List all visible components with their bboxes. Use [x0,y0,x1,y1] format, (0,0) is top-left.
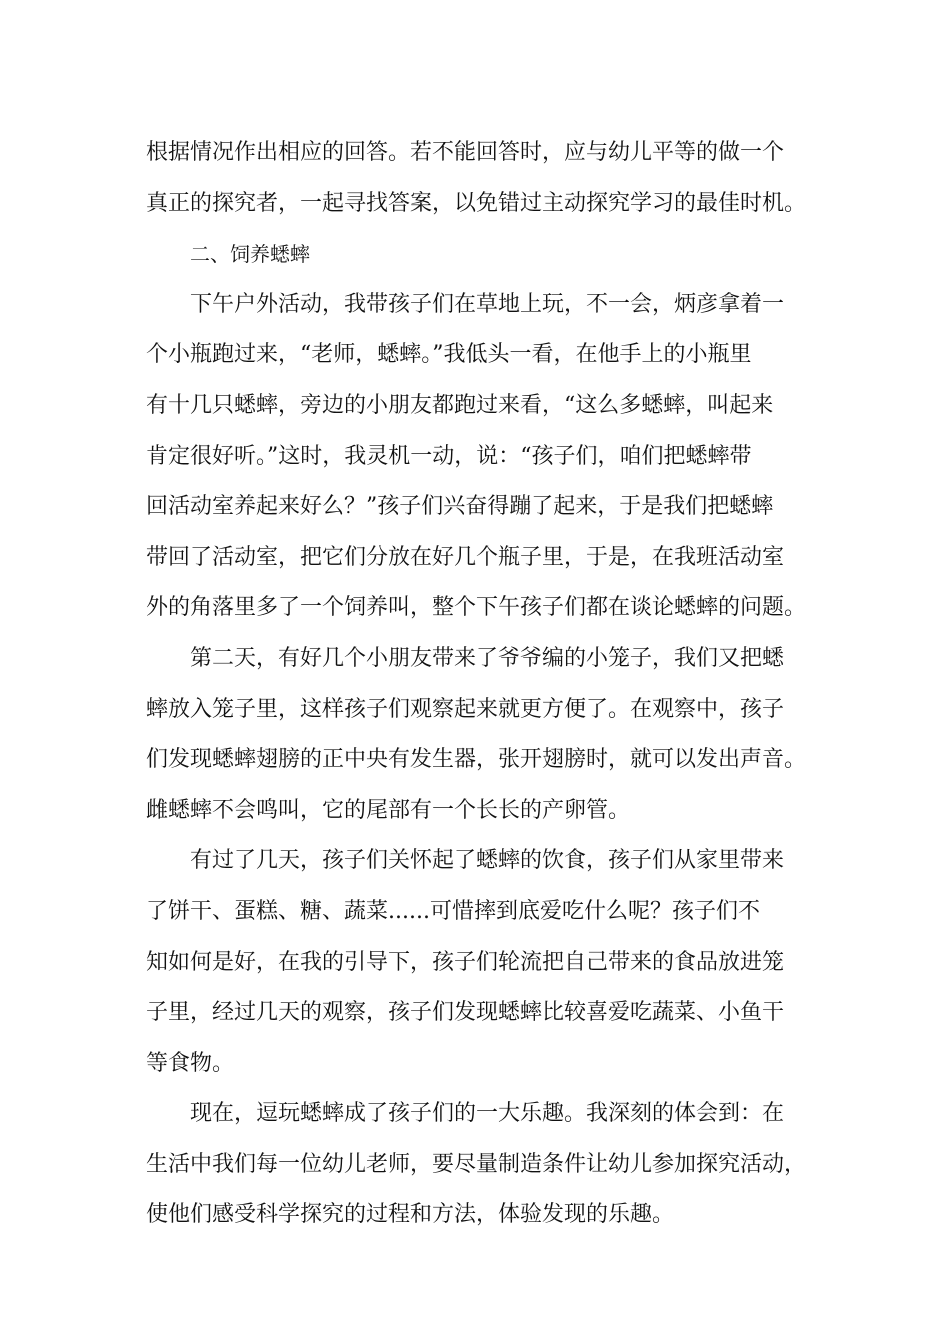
paragraph-line: 真正的探究者，一起寻找答案，以免错过主动探究学习的最佳时机。 [146,190,807,216]
paragraph-line: 等食物。 [146,1050,235,1076]
paragraph-line: 知如何是好，在我的引导下，孩子们轮流把自己带来的食品放进笼 [146,949,785,975]
paragraph-line: 根据情况作出相应的回答。若不能回答时，应与幼儿平等的做一个 [146,140,785,165]
paragraph-line: 带回了活动室，把它们分放在好几个瓶子里，于是，在我班活动室 [146,544,785,570]
section-heading: 二、饲养蟋蟀 [190,242,310,267]
paragraph-line: 肯定很好听。”这时，我灵机一动，说：“孩子们，咱们把蟋蟀带 [146,443,752,469]
paragraph-line: 有过了几天，孩子们关怀起了蟋蟀的饮食，孩子们从家里带来 [190,848,785,874]
document-body [146,128,818,1241]
paragraph-line: 子里，经过几天的观察，孩子们发现蟋蟀比较喜爱吃蔬菜、小鱼干 [146,1000,785,1026]
paragraph-line: 们发现蟋蟀翅膀的正中央有发生器，张开翅膀时，就可以发出声音。 [146,747,807,773]
paragraph-line: 回活动室养起来好么？”孩子们兴奋得蹦了起来，于是我们把蟋蟀 [146,494,774,520]
paragraph-line: 第二天，有好几个小朋友带来了爷爷编的小笼子，我们又把蟋 [190,645,785,671]
paragraph-line: 外的角落里多了一个饲养叫，整个下午孩子们都在谈论蟋蟀的问题。 [146,595,807,621]
paragraph-line: 有十几只蟋蟀，旁边的小朋友都跑过来看，“这么多蟋蟀，叫起来 [146,392,774,418]
paragraph-line: 生活中我们每一位幼儿老师，要尽量制造条件让幼儿参加探究活动， [146,1151,807,1177]
paragraph-line: 使他们感受科学探究的过程和方法，体验发现的乐趣。 [146,1202,675,1228]
paragraph-line: 现在，逗玩蟋蟀成了孩子们的一大乐趣。我深刻的体会到：在 [190,1101,785,1127]
paragraph-line: 雌蟋蟀不会鸣叫，它的尾部有一个长长的产卵管。 [146,797,631,823]
paragraph-line: 个小瓶跑过来，“老师，蟋蟀。”我低头一看，在他手上的小瓶里 [146,342,752,368]
paragraph-line: 了饼干、蛋糕、糖、蔬菜......可惜摔到底爱吃什么呢？孩子们不 [146,898,760,924]
paragraph-line: 下午户外活动，我带孩子们在草地上玩，不一会，炳彦拿着一 [190,291,785,317]
paragraph-line: 蟀放入笼子里，这样孩子们观察起来就更方便了。在观察中，孩子 [146,696,785,722]
